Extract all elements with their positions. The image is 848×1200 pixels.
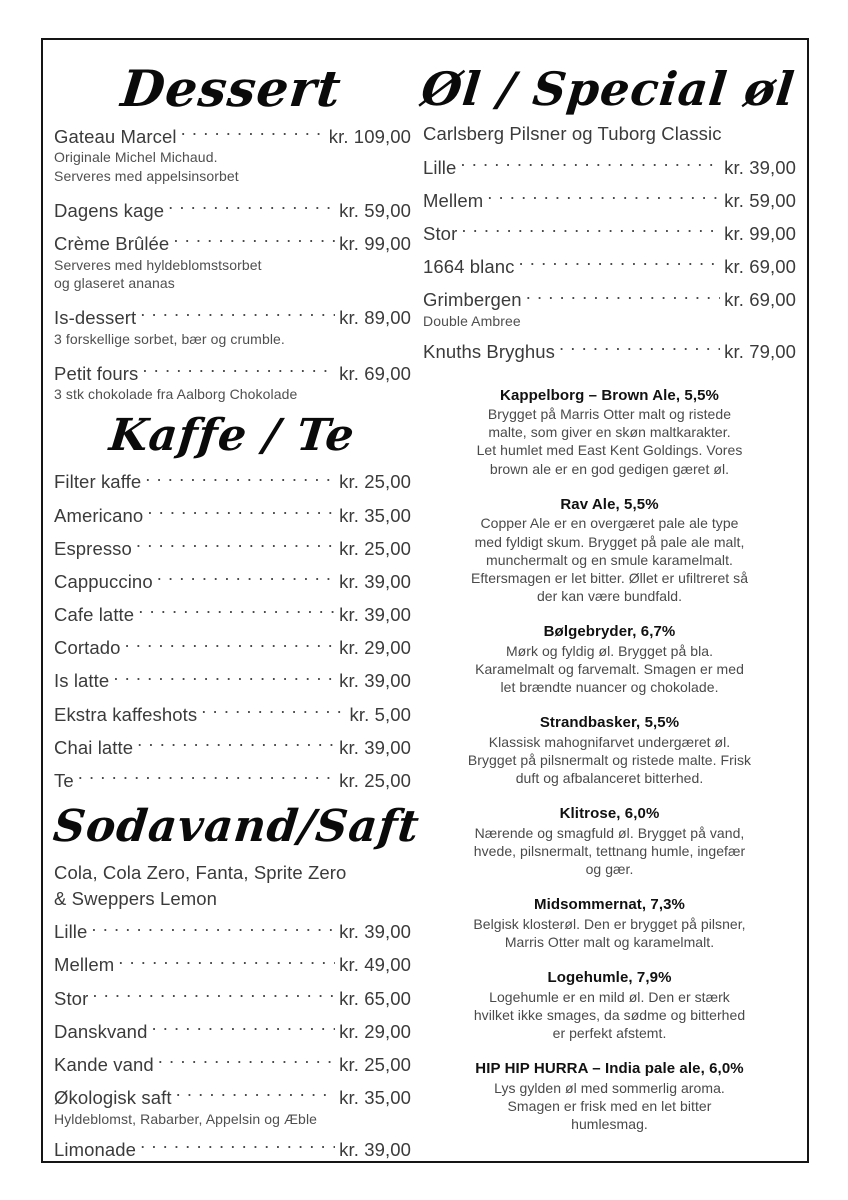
leader-dots [526,288,720,307]
item-name: Te [54,769,74,791]
menu-row-is-latte [54,669,411,693]
item-price: kr. 59,00 [339,199,411,221]
beer-desc-line: med fyldigt skum. Brygget på pale ale malt, [474,533,745,550]
leader-dots [145,470,335,489]
item-name: Crème Brûlée [54,232,170,254]
leader-dots [176,1086,336,1105]
leader-dots [519,255,721,274]
beer-title: Klitrose, 6,0% [559,805,660,823]
beer-desc-line: er perfekt afstemt. [552,1025,667,1042]
beer-desc-line: hvede, pilsnermalt, tettnang humle, ingefær [473,843,746,860]
menu-column-left [43,40,423,1161]
beer-block-logehumle [449,968,770,1042]
beer-desc-line: Logehumle er en mild øl. Den er stærk [489,988,730,1005]
beer-desc-line: Mørk og fyldig øl. Brygget på bla. [505,642,714,659]
beer-desc-line: og gær. [585,861,634,878]
leader-dots [173,231,335,250]
item-price: kr. 109,00 [328,125,411,147]
leader-dots [113,669,335,688]
leader-dots [168,198,335,217]
beer-desc-line: malte, som giver en skøn maltkarakter. [488,424,731,441]
menu-row-knuths-bryghus [423,339,796,363]
item-name: Stor [54,987,89,1009]
item-price: kr. 65,00 [339,987,411,1009]
leader-dots [78,768,335,787]
menu-columns [43,40,807,1161]
item-name: Mellem [423,189,484,211]
leader-dots [138,603,335,622]
beer-desc-line: munchermalt og en smule karamelmalt. [486,551,733,568]
item-price: kr. 25,00 [339,1053,411,1075]
beer-desc-line: hvilket ikke smages, da sødme og bitterhed [473,1007,746,1024]
item-price: kr. 49,00 [339,954,411,976]
leader-dots [140,1137,335,1156]
item-name: Danskvand [54,1020,148,1042]
item-price: kr. 39,00 [339,570,411,592]
item-price: kr. 29,00 [339,1020,411,1042]
leader-dots [125,636,336,655]
beer-block-strandbasker [449,713,770,787]
beer-desc-line: let brændte nuancer og chokolade. [500,679,719,696]
menu-row-filter-kaffe [54,470,411,494]
item-name: Knuths Bryghus [423,340,556,362]
leader-dots [181,124,325,143]
beer-title: Logehumle, 7,9% [547,969,672,987]
item-name: Ekstra kaffeshots [54,703,198,725]
item-name: Lille [54,921,88,943]
leader-dots [487,188,720,207]
beer-description-list [423,386,796,1134]
item-price: kr. 89,00 [339,307,411,329]
item-price: kr. 25,00 [339,537,411,559]
menu-row-cafe-latte [54,603,411,627]
item-description-line: Double Ambree [423,312,521,329]
beer-desc-line: duft og afbalanceret bitterhed. [515,770,704,787]
menu-row-chai-latte [54,735,411,759]
menu-row-cortado [54,636,411,660]
leader-dots [137,735,335,754]
beer-desc-line: Nærende og smagfuld øl. Brygget på vand, [474,824,745,841]
item-price: kr. 39,00 [339,921,411,943]
menu-row-gateau-marcel [54,124,411,148]
menu-row-ekstra-kaffeshots [54,702,411,726]
menu-row-ol-mellem [423,188,796,212]
ol-intro-line: Carlsberg Pilsner og Tuborg Classic [423,123,722,144]
leader-dots [559,339,720,358]
beer-desc-line: der kan være bundfald. [536,588,683,605]
menu-row-cappuccino [54,569,411,593]
item-description-line: Originale Michel Michaud. [54,149,218,166]
beer-desc-line: Brygget på pilsnermalt og ristede malte. Frisk [467,752,752,769]
section-heading-kaffe-te: Kaffe / Te [106,409,358,461]
item-price: kr. 35,00 [339,504,411,526]
item-price: kr. 39,00 [339,604,411,626]
beer-desc-line: brown ale er en god gedigen gæret øl. [489,460,730,477]
section-heading-dessert: Dessert [118,59,345,118]
item-name: Espresso [54,537,132,559]
menu-page-frame [41,38,809,1163]
menu-row-petit-fours [54,361,411,385]
ol-item-list [423,122,796,364]
beer-title: Kappelborg – Brown Ale, 5,5% [500,386,719,404]
item-name: Cafe latte [54,604,135,626]
beer-desc-line: Copper Ale er en overgæret pale ale type [480,515,739,532]
beer-desc-line: Marris Otter malt og karamelmalt. [504,934,715,951]
leader-dots [140,306,335,325]
beer-desc-line: humlesmag. [571,1116,648,1133]
item-name: Filter kaffe [54,471,142,493]
beer-block-midsommernat [449,895,770,951]
item-name: Is latte [54,670,110,692]
item-name: Cortado [54,637,121,659]
item-description-line: Hyldeblomst, Rabarber, Appelsin og Æble [54,1110,318,1127]
item-name: Mellem [54,954,115,976]
item-name: Americano [54,504,144,526]
item-name: Økologisk saft [54,1087,172,1109]
item-name: Kande vand [54,1053,154,1075]
item-price: kr. 25,00 [339,769,411,791]
item-price: kr. 99,00 [724,222,796,244]
menu-row-soda-stor [54,986,411,1010]
item-price: kr. 39,00 [724,156,796,178]
beer-title: Strandbasker, 5,5% [539,714,680,732]
beer-desc-line: Smagen er frisk med en let bitter [507,1098,712,1115]
leader-dots [92,986,335,1005]
beer-block-hip-hip-hurra [449,1059,770,1133]
beer-title: Midsommernat, 7,3% [533,896,685,914]
leader-dots [91,920,335,939]
item-price: kr. 69,00 [339,362,411,384]
dessert-item-list [54,124,411,404]
item-price: kr. 39,00 [339,1138,411,1160]
item-description-line: og glaseret ananas [54,275,175,292]
item-price: kr. 99,00 [339,232,411,254]
menu-row-grimbergen [423,288,796,312]
menu-row-soda-mellem [54,953,411,977]
beer-block-kappelborg [449,386,770,478]
menu-column-right [417,40,807,1161]
item-name: Lille [423,156,457,178]
beer-title: Rav Ale, 5,5% [560,495,659,513]
beer-desc-line: Belgisk klosterøl. Den er brygget på pilsner, [473,915,746,932]
item-description-line: 3 stk chokolade fra Aalborg Chokolade [54,386,298,403]
leader-dots [136,536,335,555]
item-price: kr. 35,00 [339,1087,411,1109]
menu-row-creme-brulee [54,231,411,255]
item-price: kr. 25,00 [339,471,411,493]
beer-desc-line: Let humlet med East Kent Goldings. Vores [476,442,743,459]
beer-block-bolgebryder [449,622,770,696]
section-heading-sodavand-saft: Sodavand/Saft [50,800,423,852]
menu-row-ol-stor [423,221,796,245]
menu-row-kande-vand [54,1052,411,1076]
leader-dots [142,361,335,380]
sodavand-saft-item-list [54,861,411,1162]
menu-row-espresso [54,536,411,560]
menu-row-limonade [54,1137,411,1161]
item-name: Limonade [54,1138,137,1160]
item-name: Grimbergen [423,289,522,311]
section-heading-ol: Øl / Special øl [418,62,798,116]
leader-dots [147,503,335,522]
item-name: Dagens kage [54,199,165,221]
beer-title: Bølgebryder, 6,7% [543,623,676,641]
item-description-line: Serveres med hyldeblomstsorbet [54,256,262,273]
kaffe-te-item-list [54,470,411,793]
item-price: kr. 59,00 [724,189,796,211]
leader-dots [201,702,345,721]
item-name: Gateau Marcel [54,125,177,147]
beer-block-rav-ale [449,495,770,605]
item-name: 1664 blanc [423,256,515,278]
menu-row-ol-lille [423,155,796,179]
item-price: kr. 79,00 [724,340,796,362]
leader-dots [460,155,720,174]
menu-row-americano [54,503,411,527]
item-price: kr. 29,00 [339,637,411,659]
beer-desc-line: Eftersmagen er let bitter. Øllet er ufiltreret så [470,569,749,586]
beer-block-klitrose [449,804,770,878]
sodavand-intro-line-1: Cola, Cola Zero, Fanta, Sprite Zero [54,861,347,883]
item-price: kr. 39,00 [339,736,411,758]
leader-dots [118,953,335,972]
item-price: kr. 39,00 [339,670,411,692]
menu-row-okologisk-saft [54,1086,411,1110]
leader-dots [157,569,335,588]
beer-desc-line: Klassisk mahognifarvet undergæret øl. [488,733,731,750]
menu-row-danskvand [54,1019,411,1043]
menu-row-is-dessert [54,306,411,330]
item-name: Chai latte [54,736,134,758]
beer-title: HIP HIP HURRA – India pale ale, 6,0% [475,1060,744,1078]
item-description-line: Serveres med appelsinsorbet [54,167,239,184]
beer-desc-line: Karamelmalt og farvemalt. Smagen er med [475,660,744,677]
menu-row-te [54,768,411,792]
item-name: Cappuccino [54,570,153,592]
sodavand-intro-line-2: & Sweppers Lemon [54,887,218,909]
item-price: kr. 69,00 [724,289,796,311]
item-name: Petit fours [54,362,139,384]
leader-dots [151,1019,335,1038]
leader-dots [158,1052,335,1071]
menu-row-dagens-kage [54,198,411,222]
leader-dots [461,221,720,240]
item-name: Is-dessert [54,307,137,329]
item-description-line: 3 forskellige sorbet, bær og crumble. [54,330,285,347]
item-price: kr. 69,00 [724,256,796,278]
menu-row-soda-lille [54,920,411,944]
beer-desc-line: Lys gylden øl med sommerlig aroma. [494,1079,725,1096]
menu-row-1664-blanc [423,255,796,279]
beer-desc-line: Brygget på Marris Otter malt og ristede [487,406,732,423]
item-name: Stor [423,222,458,244]
item-price: kr. 5,00 [349,703,411,725]
